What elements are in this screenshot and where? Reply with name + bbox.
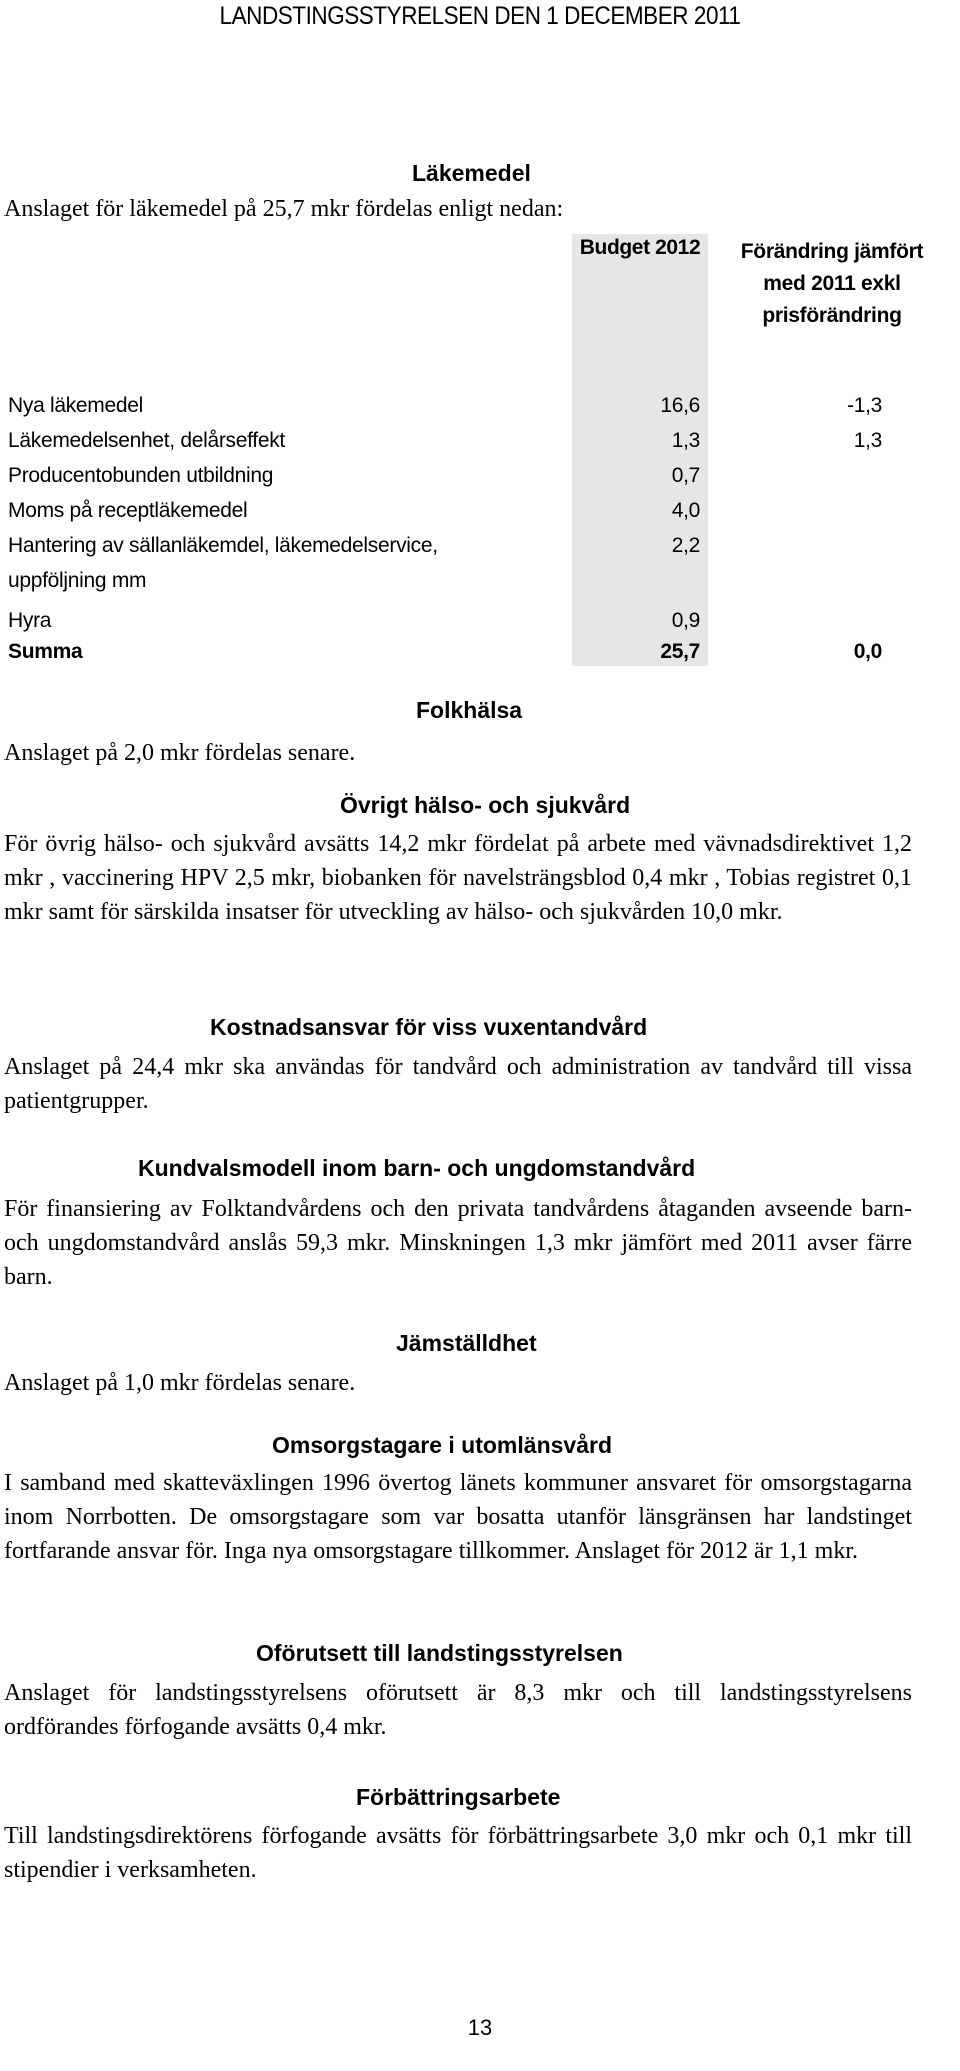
folkhalsa-text: Anslaget på 2,0 mkr fördelas senare. [4, 740, 356, 766]
table-row [8, 530, 956, 562]
row-label: uppföljning mm [8, 569, 147, 592]
table-row [8, 390, 956, 422]
total-budget: 25,7 [660, 640, 700, 663]
lakemedel-intro: Anslaget för läkemedel på 25,7 mkr fördelas enligt nedan: [4, 196, 564, 222]
section-heading-jamstalldhet: Jämställdhet [396, 1330, 537, 1356]
running-header: LANDSTINGSSTYRELSEN DEN 1 DECEMBER 2011 [219, 2, 741, 30]
row-budget: 0,7 [671, 464, 700, 487]
row-change: 1,3 [853, 429, 882, 452]
row-budget: 0,9 [671, 609, 700, 632]
omsorgstagare-text: I samband med skatteväxlingen 1996 övertog länets kommuner ansvaret för omsorgstagarna inom Norrbotten. De omsorgstagare som var bosatta utanför länsgränsen har landstinget fortfarande ansvar för. Inga nya omsorgstagare tillkommer. Anslaget för 2012 är 1,1 mkr. [4, 1470, 912, 1564]
ovrigt-text: För övrig hälso- och sjukvård avsätts 14,2 mkr fördelat på arbete med vävnadsdirektivet 1,2 mkr , vaccinering HPV 2,5 mkr, biobanken för navelsträngsblod 0,4 mkr , Tobias registret 0,1 mkr samt för särskilda insatser för utveckling av hälso- och sjukvården 10,0 mkr. [4, 831, 912, 925]
row-budget: 1,3 [671, 429, 700, 452]
table-row [8, 565, 956, 597]
row-change: -1,3 [847, 394, 882, 417]
column-header-change [712, 236, 952, 332]
column-header-change-line: med 2011 exkl [763, 272, 901, 295]
section-heading-ovrigt: Övrigt hälso- och sjukvård [340, 792, 631, 818]
section-heading-oforutsett: Oförutsett till landstingsstyrelsen [256, 1640, 623, 1666]
row-label: Moms på receptläkemedel [8, 499, 248, 522]
column-header-change-line: prisförändring [762, 304, 902, 327]
column-header-change-line: Förändring jämfört [740, 240, 924, 263]
row-label: Producentobunden utbildning [8, 464, 274, 487]
table-total-row [8, 636, 956, 668]
row-label: Hantering av sällanläkemdel, läkemedelservice, [8, 534, 438, 557]
row-budget: 16,6 [660, 394, 700, 417]
row-label: Hyra [8, 609, 52, 632]
table-row [8, 605, 956, 637]
total-change: 0,0 [853, 640, 882, 663]
section-heading-forbattring: Förbättringsarbete [356, 1784, 561, 1810]
section-heading-kundval: Kundvalsmodell inom barn- och ungdomstandvård [138, 1155, 696, 1181]
jamstalldhet-text: Anslaget på 1,0 mkr fördelas senare. [4, 1370, 356, 1396]
section-heading-kostnadsansvar: Kostnadsansvar för viss vuxentandvård [210, 1014, 648, 1040]
page-number: 13 [467, 2015, 493, 2040]
row-label: Nya läkemedel [8, 394, 143, 417]
row-budget: 4,0 [671, 499, 700, 522]
forbattring-text: Till landstingsdirektörens förfogande avsätts för förbättringsarbete 3,0 mkr och 0,1 mkr till stipendier i verksamheten. [4, 1823, 912, 1883]
kostnadsansvar-text: Anslaget på 24,4 mkr ska användas för tandvård och administration av tandvård till vissa patientgrupper. [4, 1054, 912, 1114]
oforutsett-text: Anslaget för landstingsstyrelsens oförutsett är 8,3 mkr och till landstingsstyrelsens ordförandes förfogande avsätts 0,4 mkr. [4, 1680, 912, 1740]
section-heading-omsorgstagare: Omsorgstagare i utomlänsvård [272, 1432, 612, 1458]
kundval-text: För finansiering av Folktandvårdens och den privata tandvårdens åtaganden avseende barn- och ungdomstandvård anslås 59,3 mkr. Minskningen 1,3 mkr jämfört med 2011 avser färre barn. [4, 1196, 912, 1290]
section-heading-lakemedel: Läkemedel [412, 160, 531, 186]
row-budget: 2,2 [671, 534, 700, 557]
table-row [8, 425, 956, 457]
section-heading-folkhalsa: Folkhälsa [416, 697, 523, 723]
row-label: Läkemedelsenhet, delårseffekt [8, 429, 285, 452]
total-label: Summa [8, 640, 83, 663]
column-header-budget: Budget 2012 [579, 236, 701, 259]
table-row [8, 495, 956, 527]
table-row [8, 460, 956, 492]
